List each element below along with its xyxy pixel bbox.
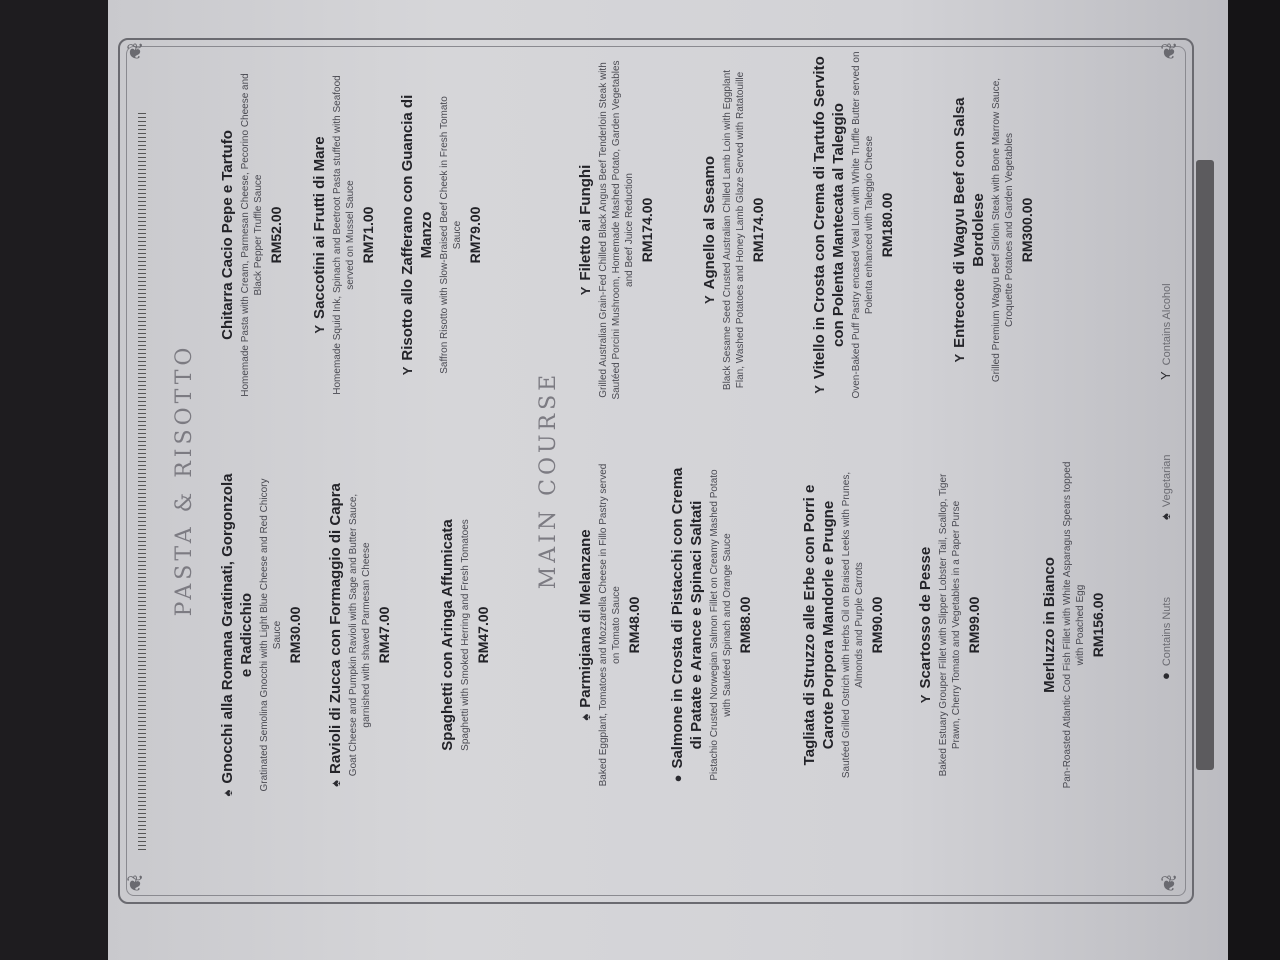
- menu-item: ♠Gnocchi alla Romana Gratinati, Gorgonzola e Radicchio Gratinated Semolina Gnocchi with Light Blue Cheese and Red Chicory Sauce RM30.00: [219, 473, 303, 797]
- legend-entry: ●Contains Nuts: [1158, 597, 1173, 680]
- legend-entry: ♠Vegetarian: [1158, 454, 1173, 520]
- menu-item: YRisotto allo Zafferano con Guancia di Manzo Saffron Risotto with Slow-Braised Beef Cheek in Fresh Tomato Sauce RM79.00: [399, 94, 483, 376]
- bottom-footer-bar: [1196, 160, 1214, 770]
- menu-item: YAgnello al Sesamo Black Sesame Seed Crusted Australian Chilled Lamb Loin with Eggplant Flan, Washed Potatoes and Honey Lamb Glaze Served with Ratatouille RM174.00: [701, 69, 766, 391]
- nuts-icon: ●: [1158, 672, 1173, 680]
- menu-item: Spaghetti con Aringa Affumicata Spaghetti with Smoked Herring and Fresh Tomatoes RM47.00: [439, 519, 491, 751]
- menu-item: YFiletto ai Funghi Grilled Australian Grain-Fed Chilled Black Angus Beef Tenderloin Steak with Sautéed Porcini Mushroom, Homemade Mashed Potato, Garden Vegetables and Beef Juice Reduction RM174.00: [577, 60, 655, 400]
- menu-item: YEntrecote di Wagyu Beef con Salsa Bordolese Grilled Premium Wagyu Beef Sirloin Steak with Bone Marrow Sauce, Croquette Potatoes and Garden Vegetables RM300.00: [951, 77, 1035, 383]
- nuts-icon: ●: [670, 774, 685, 783]
- alcohol-icon: Y: [952, 353, 967, 363]
- alcohol-icon: Y: [1158, 371, 1173, 380]
- vegetarian-icon: ♠: [328, 780, 343, 787]
- menu-item: YSaccotini ai Frutti di Mare Homemade Squid Ink, Spinach and Beetroot Pasta stuffed with Seafood served on Mussel Sauce RM71.00: [311, 75, 376, 395]
- alcohol-icon: Y: [918, 694, 933, 704]
- vegetarian-icon: ♠: [1158, 513, 1173, 520]
- vegetarian-icon: ♠: [578, 713, 593, 721]
- alcohol-icon: Y: [702, 295, 717, 305]
- menu-item: Tagliata di Struzzo alle Erbe con Porri e Carote Porpora Mandorle e Prugne Sautéed Grilled Ostrich with Herbs Oil on Braised Leeks with Prunes, Almonds and Purple Carrots RM90.00: [801, 471, 885, 779]
- menu-item: ♠Ravioli di Zucca con Formaggio di Capra Goat Cheese and Pumpkin Ravioli with Sage and Butter Sauce, garnished with shaved Parmesan Cheese RM47.00: [327, 483, 392, 787]
- menu-item: Chitarra Cacio Pepe e Tartufo Homemade Pasta with Cream, Parmesan Cheese, Pecorino Cheese and Black Pepper Truffle Sauce RM52.00: [219, 73, 284, 397]
- decorative-stripe: [138, 110, 146, 850]
- alcohol-icon: Y: [578, 286, 593, 296]
- menu-item: YVitello in Crosta con Crema di Tartufo Servito con Polenta Mantecata al Taleggio Oven-Baked Puff Pastry encased Veal Loin with White Truffle Butter served on Polenta enhanced with Taleggio Cheese RM180.00: [811, 51, 895, 399]
- corner-ornament-icon: ❦: [126, 872, 145, 897]
- corner-ornament-icon: ❦: [1160, 40, 1179, 65]
- alcohol-icon: Y: [812, 385, 827, 394]
- alcohol-icon: Y: [312, 324, 327, 334]
- section-heading-pasta: PASTA & RISOTTO: [172, 343, 197, 617]
- section-heading-main: MAIN COURSE: [536, 370, 561, 590]
- corner-ornament-icon: ❦: [1160, 872, 1179, 897]
- menu-item: Merluzzo in Bianco Pan-Roasted Atlantic Cod Fish Fillet with White Asparagus Spears topped with Poached Egg RM156.00: [1041, 461, 1106, 789]
- menu-item: YScartosso de Pesse Baked Estuary Grouper Fillet with Slipper Lobster Tail, Scallop, Tiger Prawn, Cherry Tomato and Vegetables in a Paper Purse RM99.00: [917, 473, 982, 777]
- vegetarian-icon: ♠: [220, 789, 235, 797]
- menu-item: ●Salmone in Crosta di Pistacchi con Crema di Patate e Arance e Spinaci Saltati Pistachio Crusted Norwegian Salmon Fillet on Creamy Mashed Potato with Sautéed Spinach and Orange Sauce RM88.00: [669, 467, 753, 783]
- menu-item: ♠Parmigiana di Melanzane Baked Eggplant, Tomatoes and Mozzarella Cheese in Fillo Pastry served on Tomato Sauce RM48.00: [577, 463, 642, 787]
- legend-entry: YContains Alcohol: [1158, 283, 1173, 380]
- alcohol-icon: Y: [400, 366, 415, 376]
- corner-ornament-icon: ❦: [126, 40, 145, 65]
